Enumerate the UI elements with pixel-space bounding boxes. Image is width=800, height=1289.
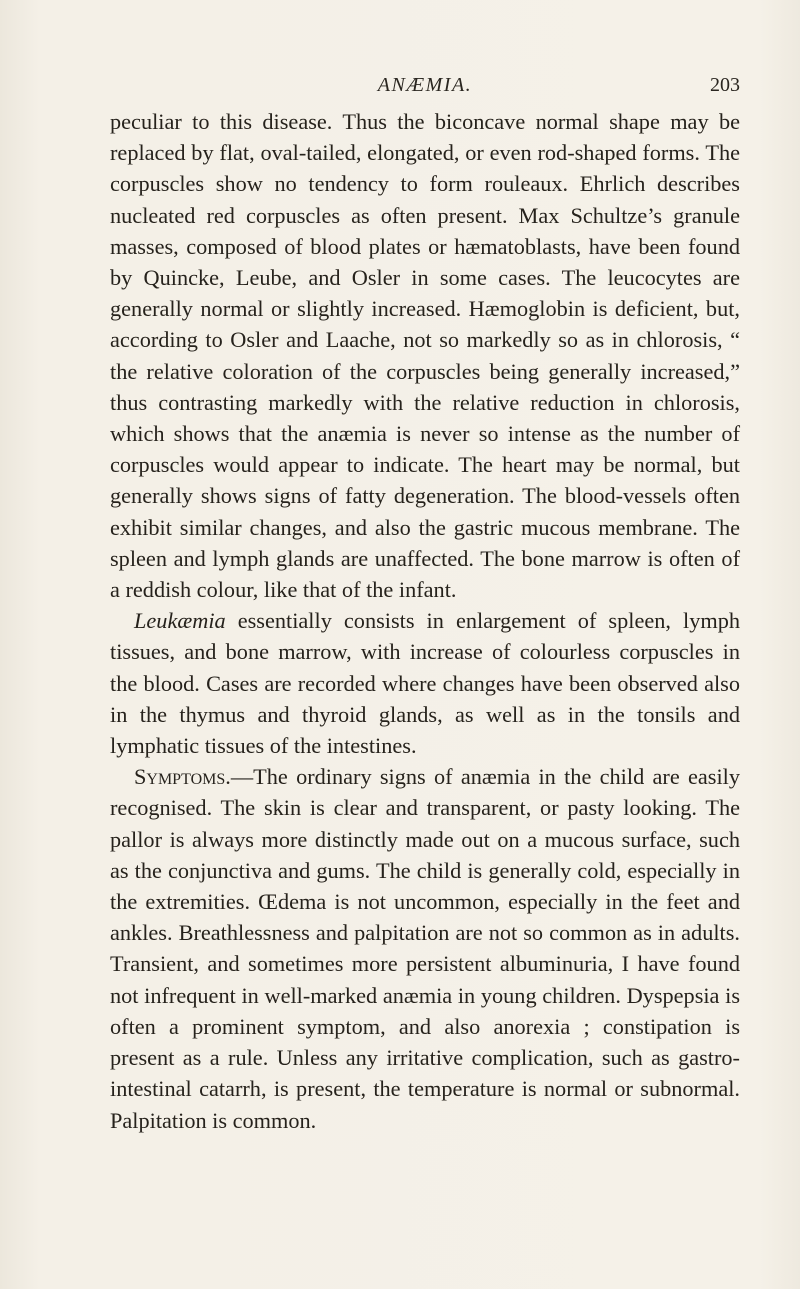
- page-header: [110, 74, 740, 104]
- running-title: ANÆMIA.: [377, 74, 473, 96]
- paragraph-symptoms: [110, 761, 740, 1135]
- leukaemia-term: Leukæmia: [134, 608, 226, 634]
- symptoms-heading: Symptoms.: [134, 764, 231, 790]
- page-number: 203: [710, 74, 740, 96]
- symptoms-text: —The ordinary signs of anæmia in the child are easily recognised. The skin is clear and transparent, or pasty looking. The pallor is always more distinctly made out on a mucous surface, such as the conjunctiva and gums. The child is generally cold, especially in the extremities. Œdema is not uncommon, especially in the feet and ankles. Breathlessness and palpitation are not so common as in adults. Transient, and sometimes more persistent albuminuria, I have found not infrequent in well-marked anæmia in young children. Dyspepsia is often a prominent symptom, and also anorexia ; constipation is present as a rule. Unless any irritative complication, such as gastro-intestinal catarrh, is present, the temperature is normal or subnormal. Palpitation is common.: [110, 764, 740, 1133]
- body-text: [110, 106, 740, 1136]
- leukaemia-text: essentially consists in enlargement of spleen, lymph tissues, and bone marrow, with increase of colourless corpuscles in the blood. Cases are recorded where changes have been observed also in the thymus and thyroid glands, as well as in the tonsils and lymphatic tissues of the intestines.: [110, 608, 740, 759]
- paragraph-blood-changes: peculiar to this disease. Thus the biconcave normal shape may be replaced by flat, oval-tailed, elongated, or even rod-shaped forms. The corpuscles show no tendency to form rouleaux. Ehrlich describes nucleated red corpuscles as often present. Max Schultze’s granule masses, composed of blood plates or hæmatoblasts, have been found by Quincke, Leube, and Osler in some cases. The leucocytes are generally normal or slightly increased. Hæmoglobin is deficient, but, according to Osler and Laache, not so markedly so as in chlorosis, “ the relative coloration of the corpuscles being generally increased,” thus contrasting markedly with the relative reduction in chlorosis, which shows that the anæmia is never so intense as the number of corpuscles would appear to indicate. The heart may be normal, but generally shows signs of fatty degeneration. The blood-vessels often exhibit similar changes, and also the gastric mucous membrane. The spleen and lymph glands are unaffected. The bone marrow is often of a reddish colour, like that of the infant.: [110, 109, 740, 603]
- paragraph-leukaemia: [110, 605, 740, 761]
